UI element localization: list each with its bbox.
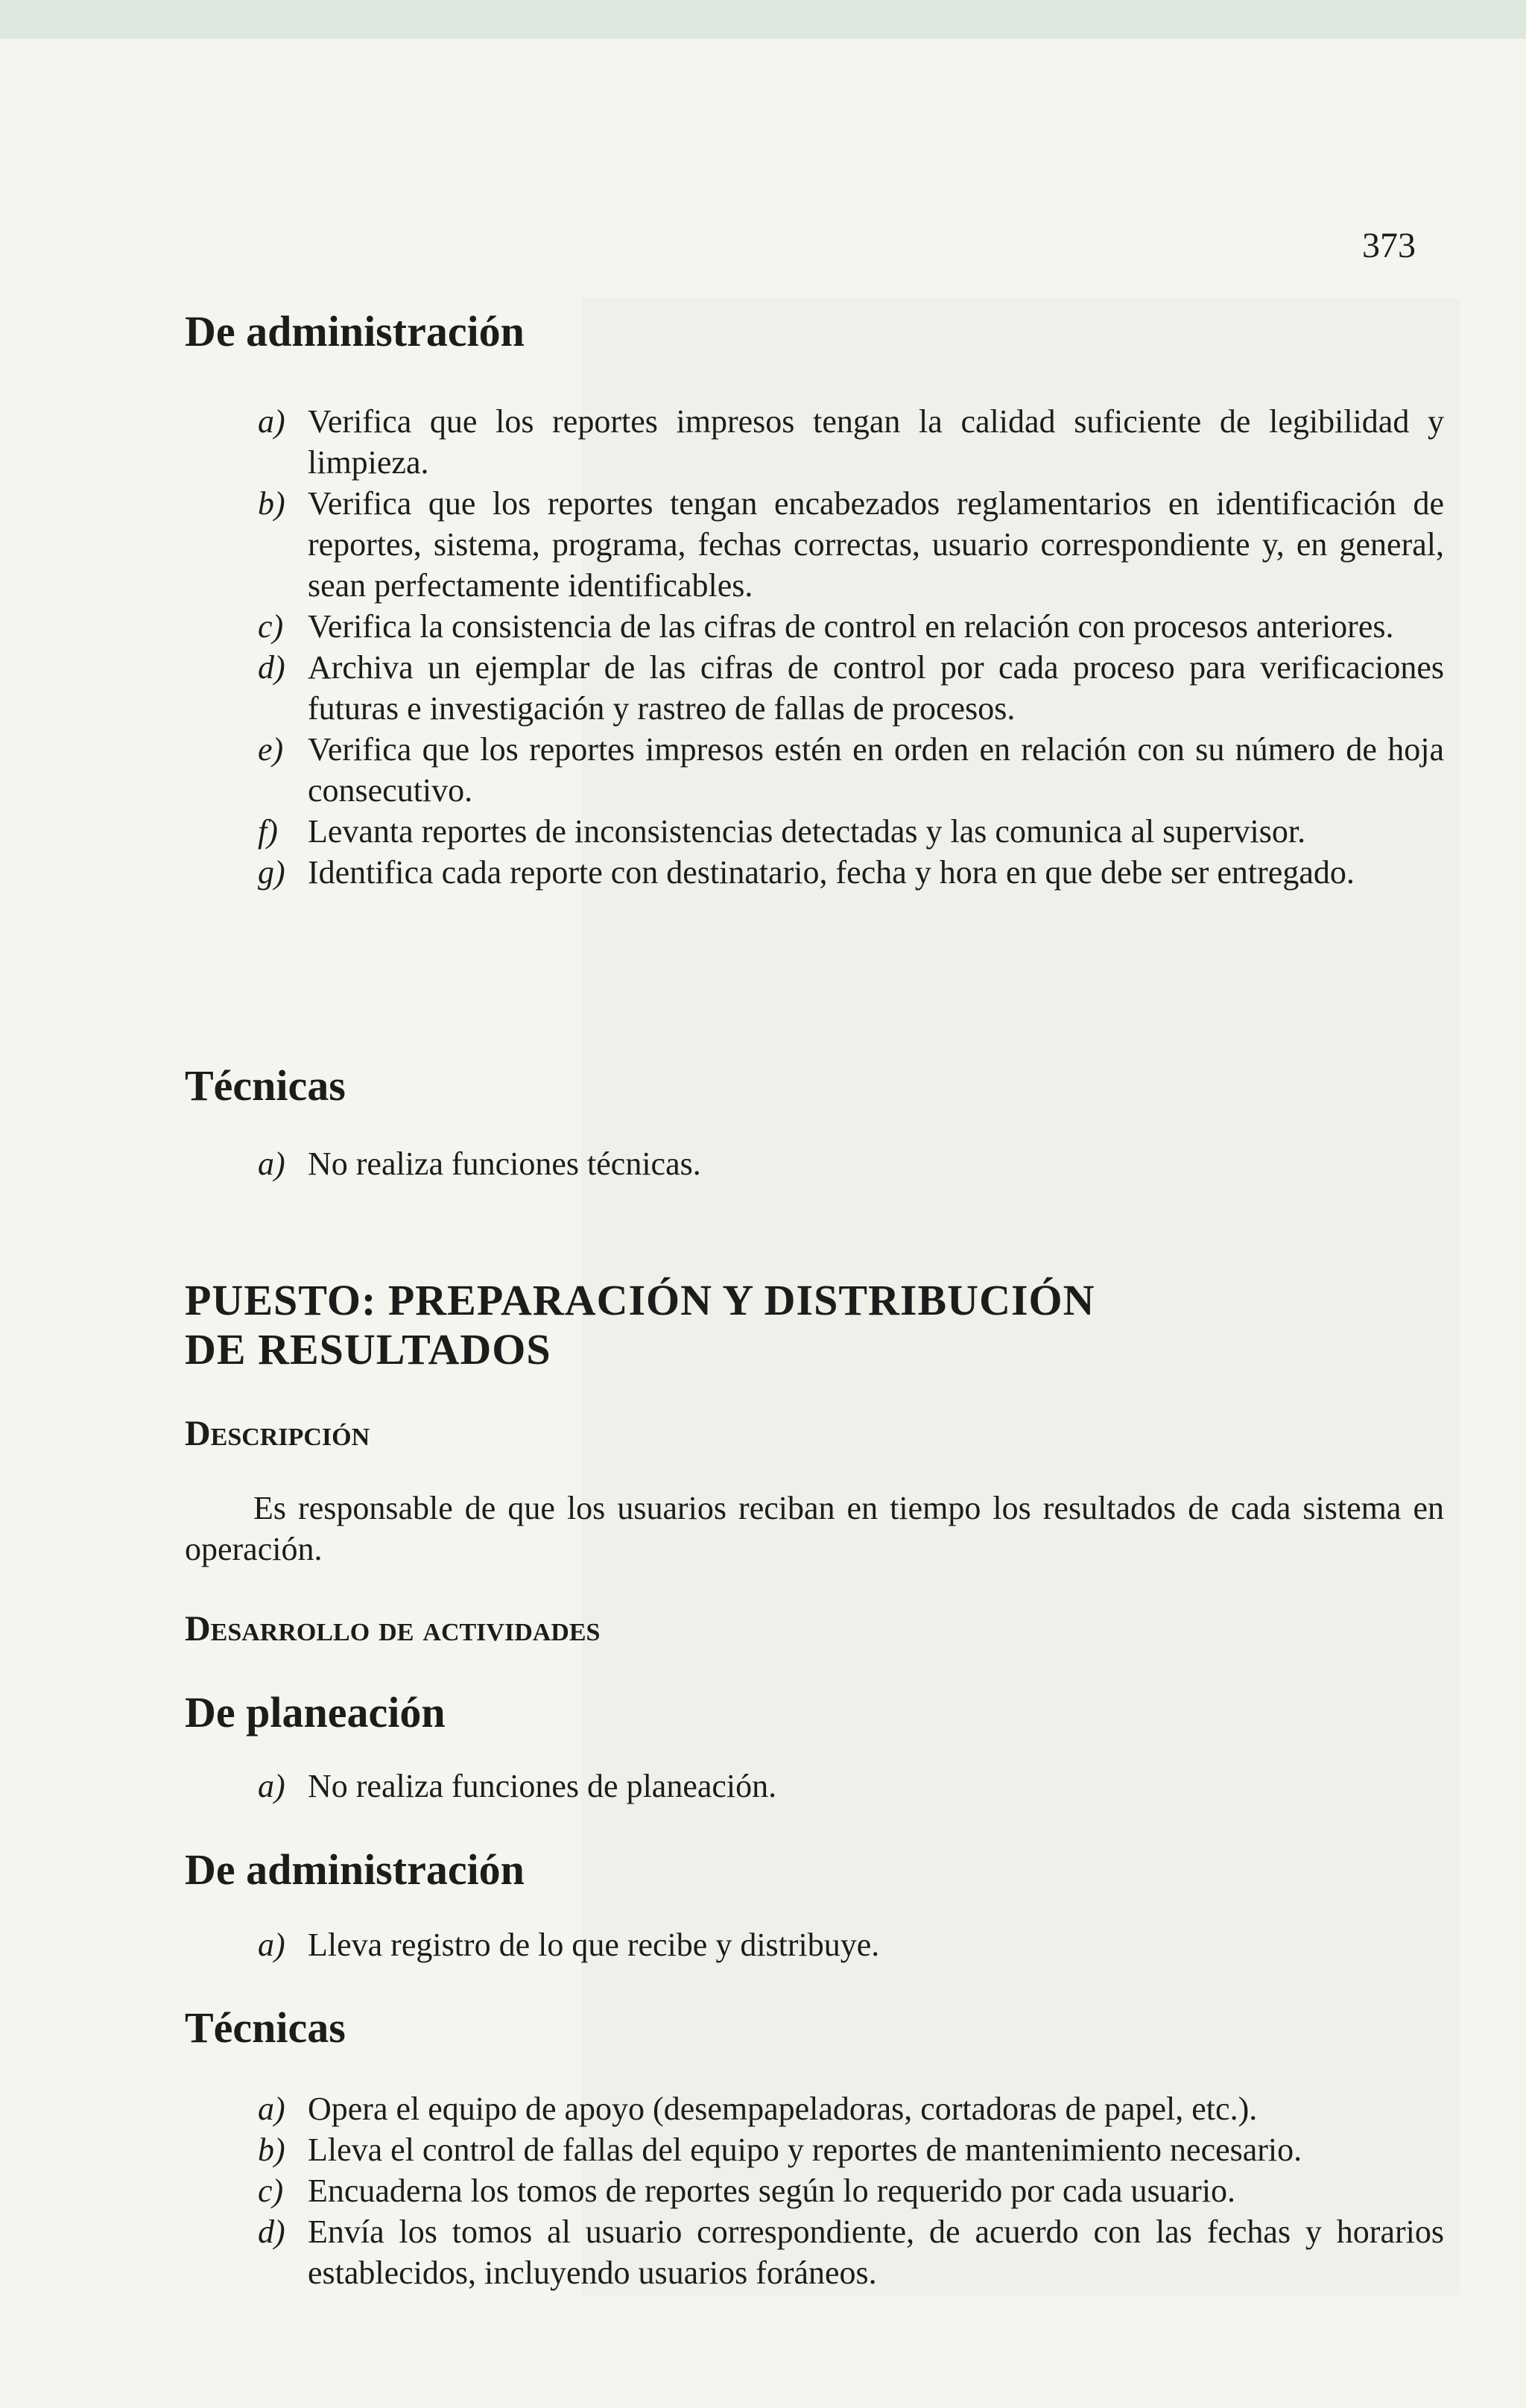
list-item: a) Lleva registro de lo que recibe y distribuye. [258, 1927, 880, 1963]
section-tech-2 [185, 2003, 1444, 2293]
heading-descripcion: Descripción [185, 1414, 370, 1453]
admin-list-2 [185, 1924, 1444, 1965]
list-item: a) No realiza funciones de planeación. [258, 1768, 777, 1804]
planeacion-list [185, 1766, 1444, 1807]
page-number: 373 [1362, 226, 1416, 265]
list-item: b) Lleva el control de fallas del equipo y reportes de mantenimiento necesario. [258, 2132, 1302, 2168]
heading-tech-1: Técnicas [185, 1061, 346, 1110]
heading-planeacion: De planeación [185, 1688, 446, 1737]
puesto-title-line-1: PUESTO: PREPARACIÓN Y DISTRIBUCIÓN [185, 1276, 1095, 1324]
list-item: f) Levanta reportes de inconsistencias detectadas y las comunica al supervisor. [258, 813, 1306, 850]
list-item: c) Encuaderna los tomos de reportes según lo requerido por cada usuario. [258, 2172, 1236, 2209]
heading-admin-1: De administración [185, 307, 525, 355]
list-item: g) Identifica cada reporte con destinatario, fecha y hora en que debe ser entregado. [258, 854, 1355, 891]
list-item: b) Verifica que los reportes tengan encabezados reglamentarios en identificación de reportes, sistema, programa, fechas correctas, usuario correspondiente y, en general, sean perfectamente identificables. [258, 485, 1444, 604]
heading-admin-2: De administración [185, 1845, 525, 1894]
list-item: d) Envía los tomos al usuario correspondiente, de acuerdo con las fechas y horarios establecidos, incluyendo usuarios foráneos. [258, 2213, 1444, 2291]
list-item: e) Verifica que los reportes impresos estén en orden en relación con su número de hoja consecutivo. [258, 731, 1444, 809]
tech-list-1 [185, 1143, 1444, 1184]
list-item: a) No realiza funciones técnicas. [258, 1145, 701, 1182]
list-item: a) Verifica que los reportes impresos tengan la calidad suficiente de legibilidad y limpieza. [258, 403, 1444, 481]
descripcion-text: Es responsable de que los usuarios reciban en tiempo los resultados de cada sistema en operación. [185, 1490, 1444, 1567]
section-planeacion [185, 1688, 1444, 1807]
puesto-title [185, 1276, 1444, 1374]
section-admin-1 [185, 307, 1444, 893]
list-item: a) Opera el equipo de apoyo (desempapeladoras, cortadoras de papel, etc.). [258, 2091, 1258, 2127]
section-descripcion [185, 1413, 1444, 1570]
section-desarrollo [185, 1608, 1444, 1650]
section-admin-2 [185, 1845, 1444, 1965]
list-item: c) Verifica la consistencia de las cifras de control en relación con procesos anteriores. [258, 608, 1394, 645]
scan-top-band [0, 0, 1526, 39]
admin-list-1 [185, 401, 1444, 893]
list-item: d) Archiva un ejemplar de las cifras de control por cada proceso para verificaciones futuras e investigación y rastreo de fallas de procesos. [258, 649, 1444, 727]
section-tech-1 [185, 1061, 1444, 1184]
heading-desarrollo: Desarrollo de actividades [185, 1609, 601, 1649]
heading-tech-2: Técnicas [185, 2003, 346, 2052]
tech-list-2 [185, 2088, 1444, 2293]
puesto-title-line-2: DE RESULTADOS [185, 1325, 551, 1374]
